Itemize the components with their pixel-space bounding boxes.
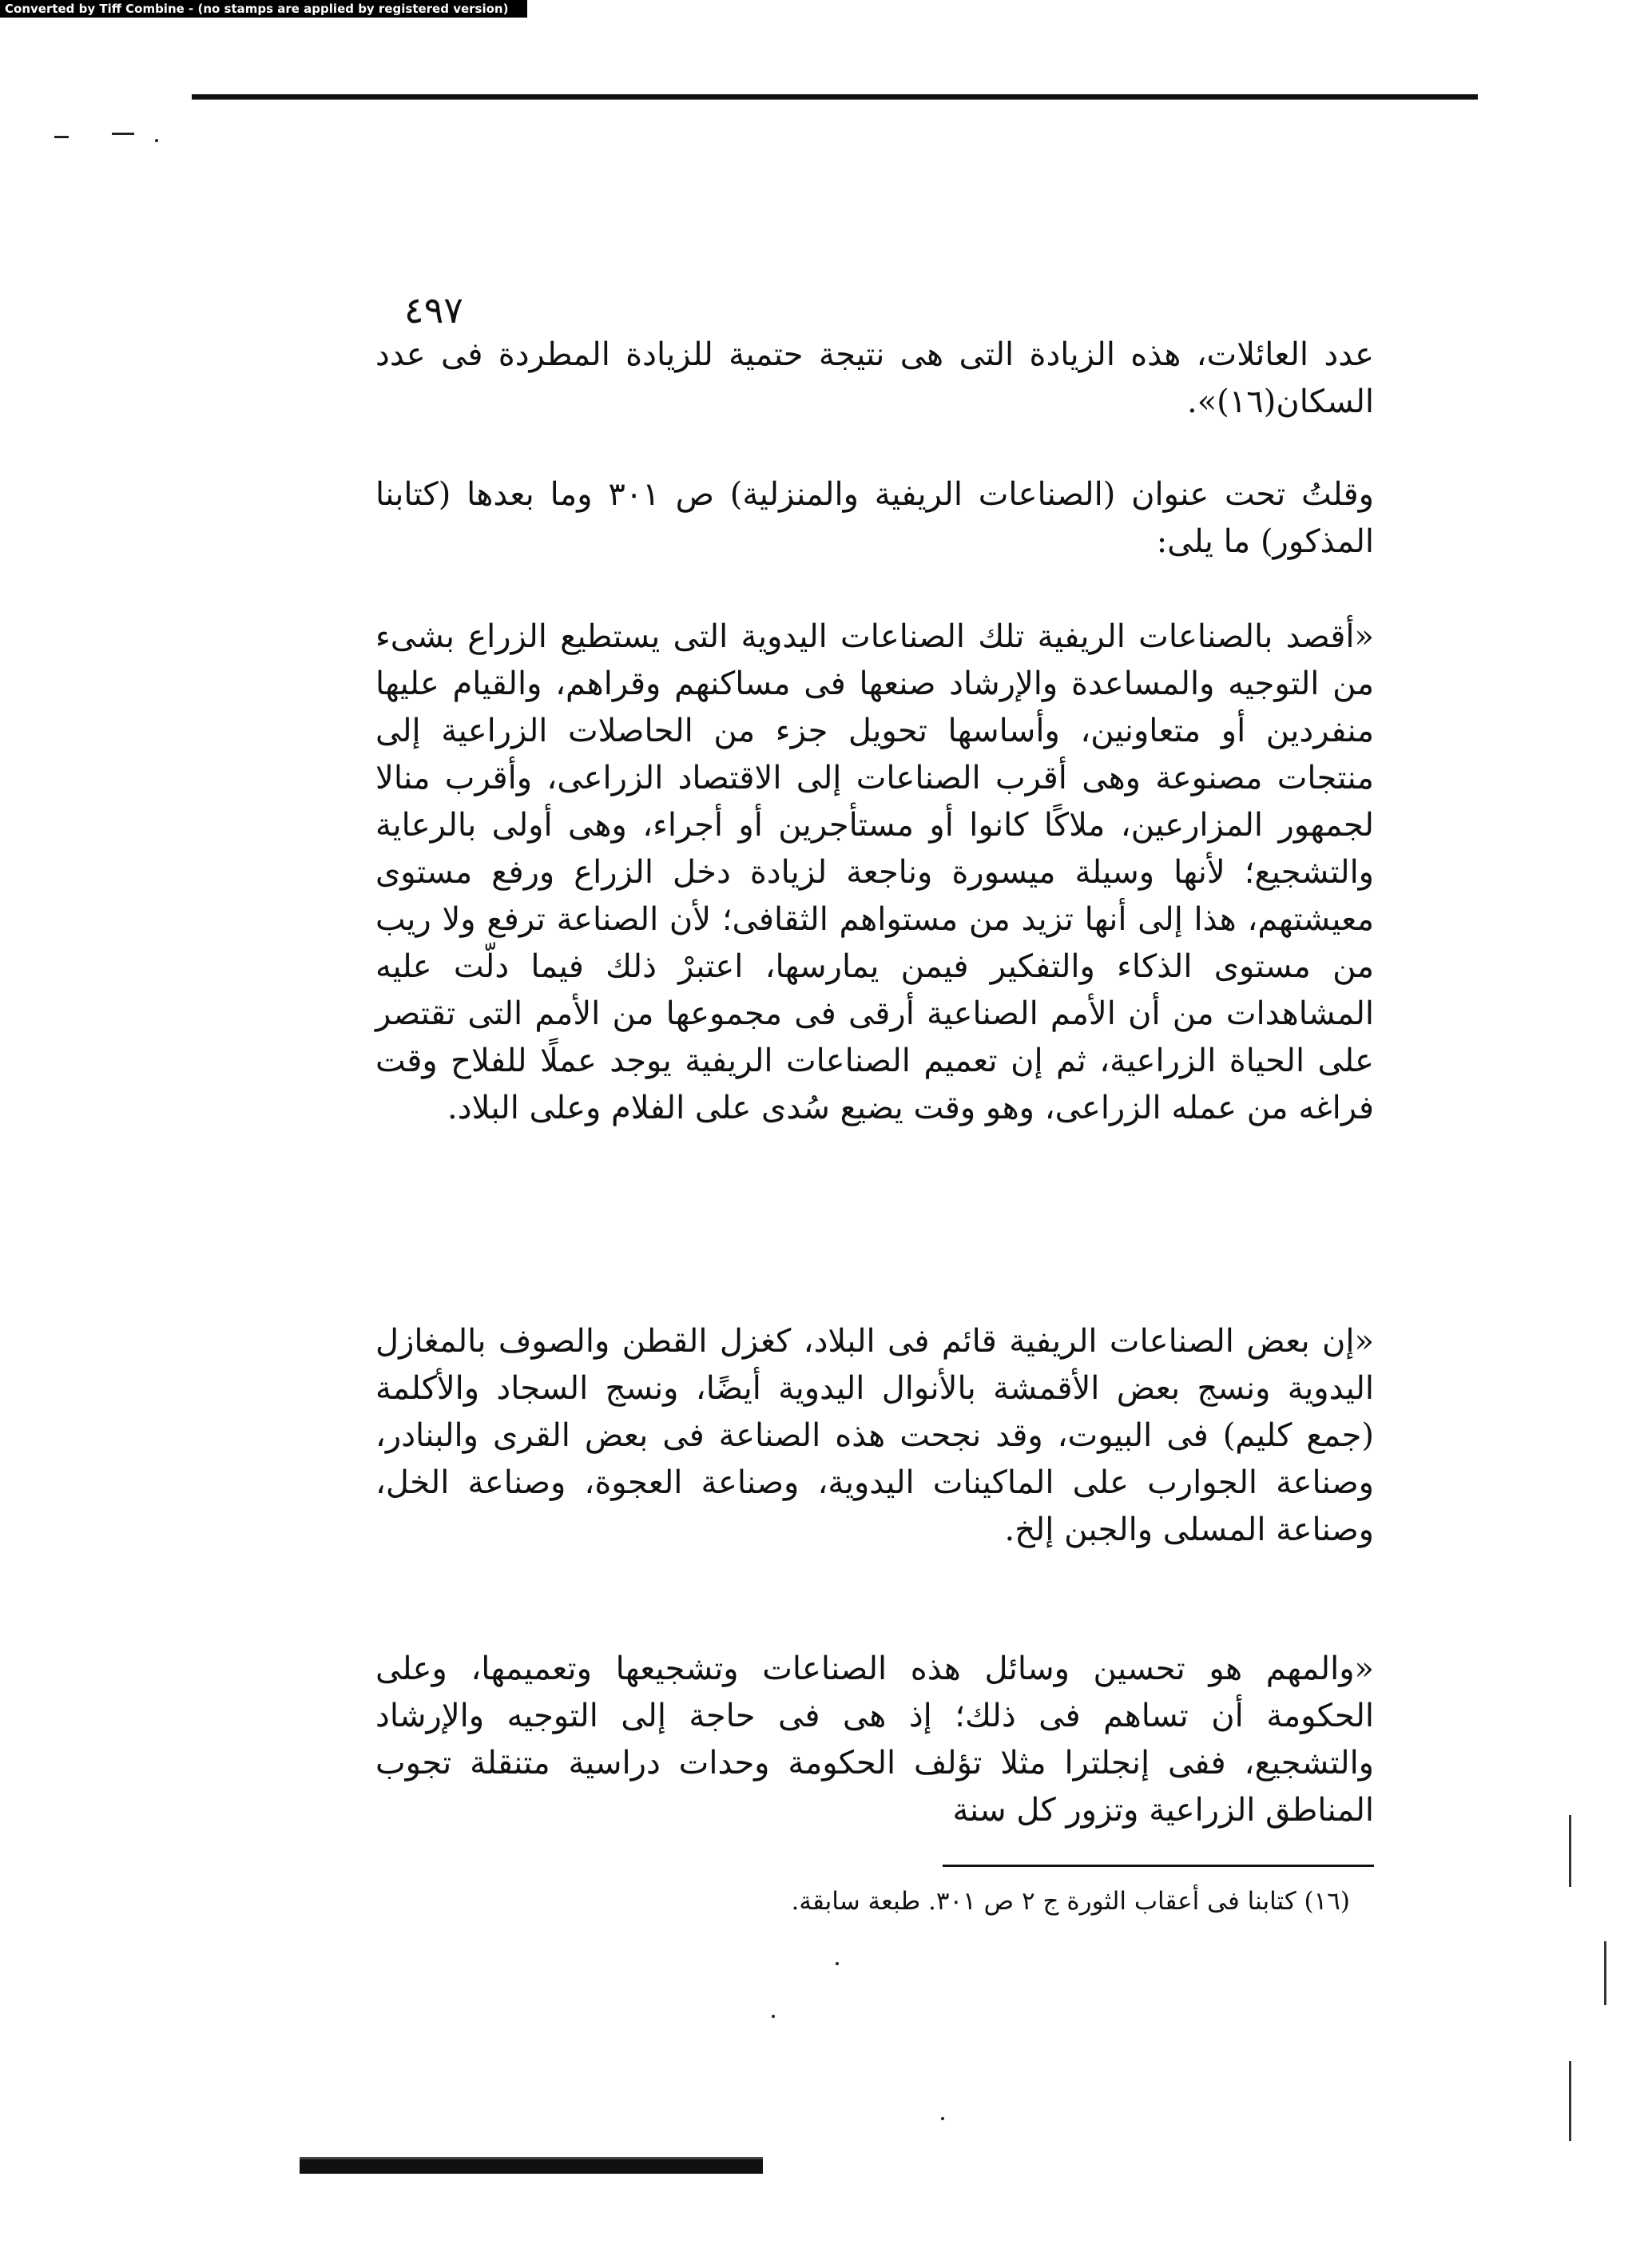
footnote: (١٦) كتابنا فى أعقاب الثورة ج ٢ ص ٣٠١. طبعة سابقة. — [791, 1887, 1350, 1916]
paragraph-quote-intro: وقلتُ تحت عنوان (الصناعات الريفية والمنزلية) ص ٣٠١ وما بعدها (كتابنا المذكور) ما يلى: — [375, 476, 1374, 560]
scan-edge-line — [1604, 1941, 1606, 2005]
paragraph-government-role: «والمهم هو تحسين وسائل هذه الصناعات وتشجيعها وتعميمها، وعلى الحكومة أن تساهم فى ذلك؛ إذ هى فى حاجة إلى التوجيه والإرشاد والتشجيع، ففى إنجلترا مثلا تؤلف الحكومة وحدات دراسية متنقلة تجوب المناطق الزراعية وتزور كل سنة — [375, 1650, 1374, 1829]
scan-mark — [112, 133, 134, 135]
paragraph-existing-industries: «إن بعض الصناعات الريفية قائم فى البلاد، كغزل القطن والصوف بالمغازل اليدوية ونسج بعض الأقمشة بالأنوال اليدوية أيضًا، ونسج السجاد والأكلمة (جمع كليم) فى البيوت، وقد نجحت هذه الصناعة فى بعض القرى والبنادر، وصناعة الجوارب على الماكينات اليدوية، وصناعة العجوة، وصناعة الخل، وصناعة المسلى والجبن إلخ. — [375, 1323, 1374, 1548]
scan-mark — [54, 136, 69, 138]
page-number: ٤٩٧ — [403, 288, 463, 332]
scan-edge-line — [1569, 1815, 1571, 1887]
scan-edge-line — [1569, 2061, 1571, 2141]
paragraph-rural-industries: «أقصد بالصناعات الريفية تلك الصناعات اليدوية التى يستطيع الزراع بشىء من التوجيه والمساعدة والإرشاد صنعها فى مساكنهم وقراهم، والقيام عليها منفردين أو متعاونين، وأساسها تحويل جزء من الحاصلات الزراعية إلى منتجات مصنوعة وهى أقرب الصناعات إلى الاقتصاد الزراعى، وأقرب منالا لجمهور المزارعين، ملاكًا كانوا أو مستأجرين أو أجراء، وهى أولى بالرعاية والتشجيع؛ لأنها وسيلة ميسورة وناجعة لزيادة دخل الزراع ورفع مستوى معيشتهم، هذا إلى أنها تزيد من مستواهم الثقافى؛ لأن الصناعة ترفع ولا ريب من مستوى الذكاء والتفكير فيمن يمارسها، اعتبرْ ذلك فيما دلّت عليه المشاهدات من أن الأمم الصناعية أرقى فى مجموعها من الأمم التى تقتصر على الحياة الزراعية، ثم إن تعميم الصناعات الريفية يوجد عملًا للفلاح وقت فراغه من عمله الزراعى، وهو وقت يضيع سُدى على الفلام وعلى البلاد. — [375, 618, 1375, 1126]
scan-speck — [772, 2015, 775, 2018]
converter-stamp: Converted by Tiff Combine - (no stamps are applied by registered version) — [0, 0, 527, 18]
header-rule-shadow — [192, 99, 1478, 100]
footer-rule — [300, 2159, 763, 2174]
footnote-rule — [943, 1865, 1374, 1867]
scan-speck — [836, 1962, 839, 1965]
scan-speck — [155, 139, 158, 142]
paragraph-continuation: عدد العائلات، هذه الزيادة التى هى نتيجة حتمية للزيادة المطردة فى عدد السكان(١٦)». — [375, 336, 1374, 420]
scan-speck — [941, 2117, 944, 2120]
